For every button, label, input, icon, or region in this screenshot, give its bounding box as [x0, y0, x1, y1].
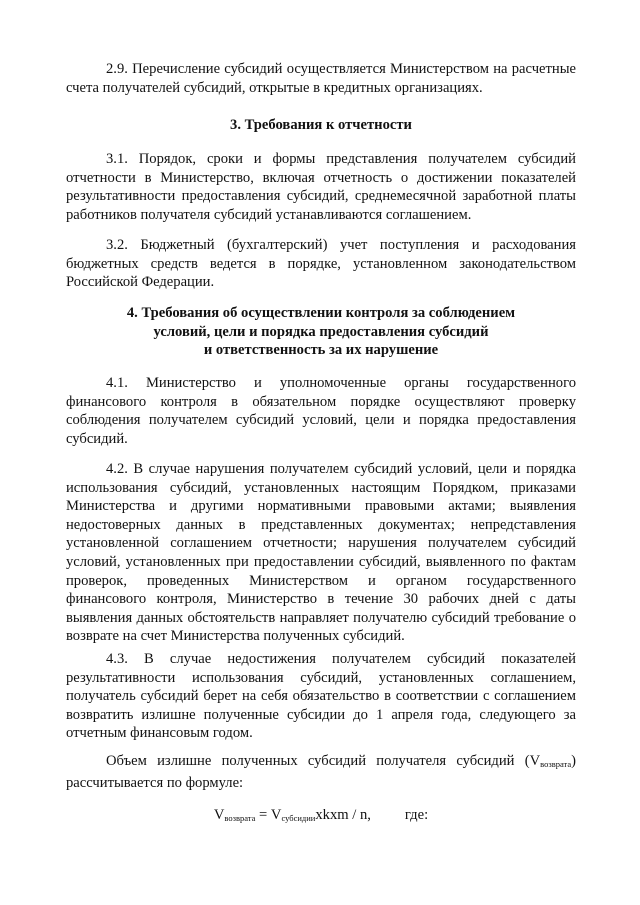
paragraph-volume: [66, 752, 576, 792]
section-4-heading-line-1: 4. Требования об осуществлении контроля за соблюдением: [126, 305, 516, 321]
formula: [66, 806, 576, 828]
paragraph-4-3: 4.3. В случае недостижения получателем субсидий показателей результативности использования субсидий, установленных соглашением, получатель субсидий берет на себя обязательство в соответствии с соглашением возвратить излишне полученные субсидии до 1 апреля года, следующего за отчетным финансовым годом.: [66, 651, 576, 742]
section-4-heading-line-3: и ответственность за их нарушение: [203, 342, 439, 359]
formula-sub-vozvrata: возврата: [224, 813, 256, 823]
paragraph-4-1: 4.1. Министерство и уполномоченные органы государственного финансового контроля в обязательном порядке осуществляют проверку соблюдения получателем субсидий условий, цели и порядка предоставления субсидий.: [66, 375, 576, 447]
paragraph-4-2: 4.2. В случае нарушения получателем субсидий условий, цели и порядка использования субсидий, установленных настоящим Порядком, приказами Министерства и другими нормативными правовыми актами; выявления недостоверных данных в представленных документах; непредставления установленной соглашением отчетности; нарушения получателем субсидий условий, установленных при предоставлении субсидий, выявленного по фактам проверок, проведенных Министерством и органом государственного финансового контроля, Министерство в течение 30 рабочих дней с даты выявления данных обстоятельств направляет получателю субсидий требование о возврате на счет Министерства полученных субсидий.: [66, 461, 576, 645]
volume-text: Объем излишне полученных субсидий получателя субсидий (V: [106, 753, 541, 769]
volume-subscript: возврата: [540, 759, 572, 769]
formula-v: V: [213, 807, 225, 823]
volume-text-end: ) рассчитывается по формуле:: [66, 753, 576, 791]
formula-rest: хkхm / n,: [315, 807, 371, 823]
section-3-heading: 3. Требования к отчетности: [230, 117, 412, 133]
formula-where: где:: [404, 807, 429, 823]
paragraph-3-1: 3.1. Порядок, сроки и формы представления получателем субсидий отчетности в Министерство, включая отчетность о достижении показателей результативности предоставления субсидий, среднемесячной заработной платы работников получателя субсидий устанавливаются соглашением.: [66, 151, 576, 223]
formula-sub-subsidii: субсидии: [281, 813, 316, 823]
section-4-heading-line-2: условий, цели и порядка предоставления субсидий: [153, 323, 489, 340]
paragraph-2-9: 2.9. Перечисление субсидий осуществляется Министерством на расчетные счета получателей субсидий, открытые в кредитных организациях.: [66, 61, 576, 96]
formula-eq: = V: [255, 807, 282, 823]
section-4-heading: [66, 304, 576, 360]
paragraph-3-2: 3.2. Бюджетный (бухгалтерский) учет поступления и расходования бюджетных средств ведется в порядке, установленном законодательством Российской Федерации.: [66, 237, 576, 291]
